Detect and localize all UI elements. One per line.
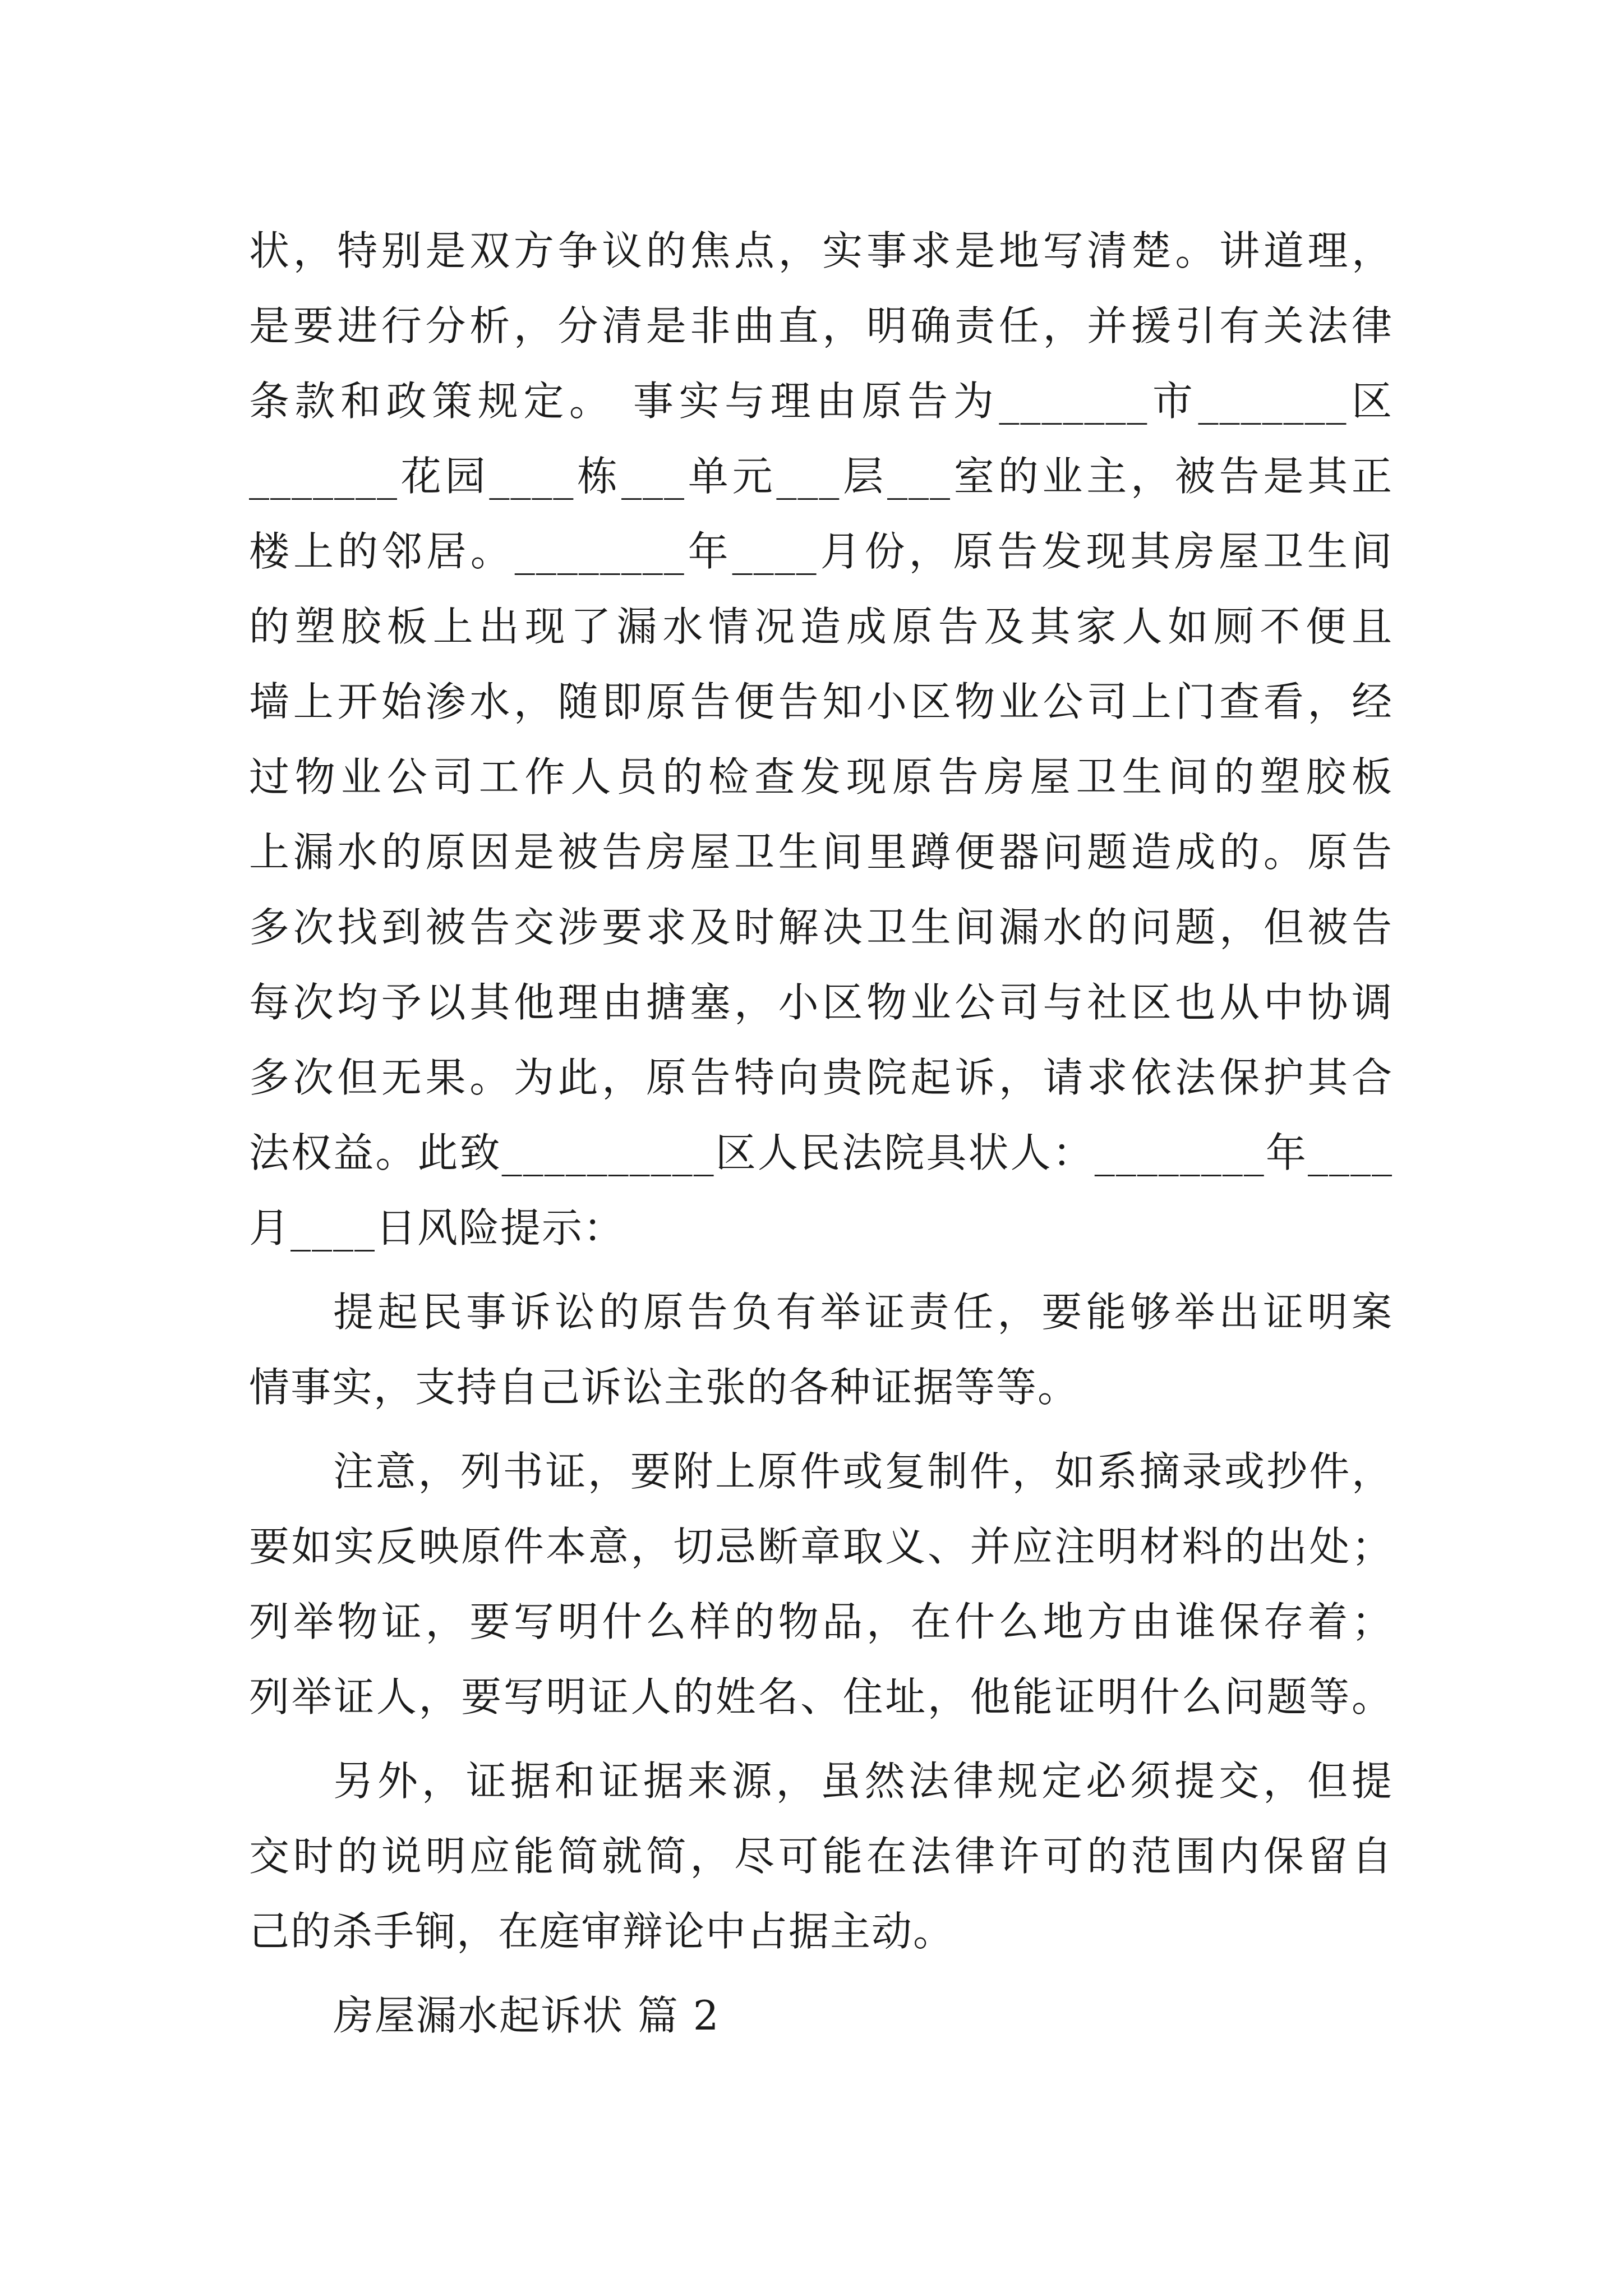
text-line: 另外，证据和证据来源，虽然法律规定必须提交，但提: [333, 1757, 1393, 1805]
text-line: 每次均予以其他理由搪塞，小区物业公司与社区也从中协调: [249, 979, 1393, 1026]
text-line: 状，特别是双方争议的焦点，实事求是地写清楚。讲道理，: [249, 227, 1393, 274]
text-line: 己的杀手锏，在庭审辩论中占据主动。: [249, 1908, 955, 1955]
text-line: 情事实，支持自己诉讼主张的各种证据等等。: [249, 1364, 1080, 1411]
text-line: 是要进行分析，分清是非曲直，明确责任，并援引有关法律: [249, 302, 1393, 349]
text-line: 楼上的邻居。________年____月份，原告发现其房屋卫生间: [249, 528, 1393, 575]
text-line: 的塑胶板上出现了漏水情况造成原告及其家人如厕不便且: [249, 603, 1393, 650]
text-line: 上漏水的原因是被告房屋卫生间里蹲便器问题造成的。原告: [249, 829, 1393, 876]
text-line: 注意，列书证，要附上原件或复制件，如系摘录或抄件，: [333, 1448, 1393, 1495]
text-line: 法权益。此致__________区人民法院具状人：________年____: [249, 1129, 1393, 1176]
text-line: 过物业公司工作人员的检查发现原告房屋卫生间的塑胶板: [249, 753, 1393, 800]
text-line: 墙上开始渗水，随即原告便告知小区物业公司上门查看，经: [249, 678, 1393, 725]
paragraph-complaint-body: [249, 213, 1393, 1266]
paragraph-evidence-notes: [249, 1434, 1393, 1734]
document-body: [249, 213, 1393, 2053]
text-line: _______花园____栋___单元___层___室的业主，被告是其正: [249, 453, 1393, 500]
text-line: 列举证人，要写明证人的姓名、住址，他能证明什么问题等。: [249, 1673, 1393, 1720]
section-title: 房屋漏水起诉状 篇 2: [333, 1992, 720, 2039]
text-line: 月____日风险提示：: [249, 1204, 625, 1251]
section-heading: [249, 1978, 1393, 2053]
text-line: 多次找到被告交涉要求及时解决卫生间漏水的问题，但被告: [249, 904, 1393, 951]
paragraph-burden-of-proof: [249, 1274, 1393, 1425]
text-line: 提起民事诉讼的原告负有举证责任，要能够举出证明案: [333, 1289, 1393, 1336]
text-line: 多次但无果。为此，原告特向贵院起诉，请求依法保护其合: [249, 1054, 1393, 1101]
paragraph-evidence-source: [249, 1743, 1393, 1969]
text-line: 交时的说明应能简就简，尽可能在法律许可的范围内保留自: [249, 1833, 1393, 1880]
text-line: 条款和政策规定。 事实与理由原告为_______市_______区: [249, 378, 1393, 425]
text-line: 要如实反映原件本意，切忌断章取义、并应注明材料的出处；: [249, 1523, 1393, 1570]
text-line: 列举物证，要写明什么样的物品，在什么地方由谁保存着；: [249, 1598, 1393, 1645]
